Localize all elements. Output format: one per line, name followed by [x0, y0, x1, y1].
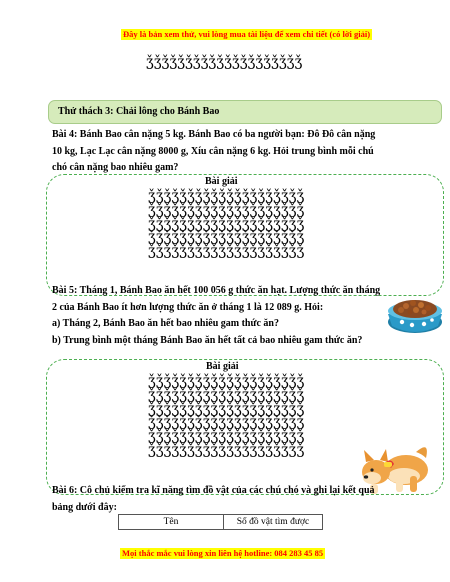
placeholder-line: ǯǯǯǯǯǯǯǯǯǯǯǯǯǯǯǯǯǯǯǯ — [148, 229, 305, 246]
placeholder-line: ǯǯǯǯǯǯǯǯǯǯǯǯǯǯǯǯǯǯǯǯ — [148, 386, 305, 403]
exercise-5-line: Bài 5: Tháng 1, Bánh Bao ăn hết 100 056 g thức ăn hạt. Lượng thức ăn tháng — [52, 285, 381, 296]
exercise-6 — [52, 483, 375, 516]
exercise-6-line: bảng dưới đây: — [52, 501, 117, 513]
table-header-row — [119, 515, 323, 530]
exercise-6-line: Bài 6: Cô chủ kiểm tra kĩ năng tìm đồ vật của các chú chó và ghi lại kết quả — [52, 485, 375, 496]
solution-lines-1 — [148, 190, 304, 259]
preview-notice-banner: Đây là bản xem thử, vui lòng mua tài liệu để xem chi tiết (có lời giải) — [123, 29, 371, 39]
exercise-4 — [52, 127, 375, 177]
exercise-5-line: 2 của Bánh Bao ít hơn lượng thức ăn ở tháng 1 là 12 089 g. Hỏi: — [52, 301, 324, 313]
dog-food-bowl-icon — [386, 292, 444, 336]
solution-lines-2 — [148, 375, 304, 458]
challenge-title: Thử thách 3: Chải lông cho Bánh Bao — [58, 106, 220, 117]
placeholder-line: ǯǯǯǯǯǯǯǯǯǯǯǯǯǯǯǯǯǯǯǯ — [148, 373, 305, 389]
placeholder-line: ǯǯǯǯǯǯǯǯǯǯǯǯǯǯǯǯǯǯǯǯ — [148, 414, 305, 431]
exercise-5-line: b) Trung bình một tháng Bánh Bao ăn hết tất cả bao nhiêu gam thức ăn? — [52, 334, 363, 346]
placeholder-line: ǯǯǯǯǯǯǯǯǯǯǯǯǯǯǯǯǯǯǯǯ — [148, 215, 305, 232]
placeholder-line: ǯǯǯǯǯǯǯǯǯǯǯǯǯǯǯǯǯǯǯǯ — [148, 441, 305, 458]
placeholder-line: ǯǯǯǯǯǯǯǯǯǯǯǯǯǯǯǯǯǯǯǯ — [148, 201, 305, 218]
hotline-banner: Mọi thắc mắc vui lòng xin liên hệ hotline: 084 283 45 85 — [122, 548, 324, 558]
solution-label-1: Bài giải — [205, 176, 238, 187]
results-table — [118, 514, 323, 530]
table-header-name: Tên — [119, 515, 224, 530]
exercise-5 — [52, 283, 380, 349]
solution-label-2: Bài giải — [206, 361, 239, 372]
exercise-4-line: 10 kg, Lạc Lạc cân nặng 8000 g, Xíu cân nặng 6 kg. Hỏi trung bình mỗi chú — [52, 145, 374, 157]
placeholder-line: ǯǯǯǯǯǯǯǯǯǯǯǯǯǯǯǯǯǯǯǯ — [148, 428, 305, 445]
table-header-items-found: Số đồ vật tìm được — [224, 515, 323, 530]
exercise-4-line: Bài 4: Bánh Bao cân nặng 5 kg. Bánh Bao có ba người bạn: Đô Đô cân nặng — [52, 129, 376, 140]
placeholder-line: ǯǯǯǯǯǯǯǯǯǯǯǯǯǯǯǯǯǯǯǯ — [148, 400, 305, 417]
placeholder-line: ǯǯǯǯǯǯǯǯǯǯǯǯǯǯǯǯǯǯǯǯ — [146, 54, 303, 70]
exercise-4-line: chó cân nặng bao nhiêu gam? — [52, 162, 179, 173]
placeholder-line: ǯǯǯǯǯǯǯǯǯǯǯǯǯǯǯǯǯǯǯǯ — [148, 188, 305, 204]
placeholder-line: ǯǯǯǯǯǯǯǯǯǯǯǯǯǯǯǯǯǯǯǯ — [148, 243, 305, 260]
exercise-5-line: a) Tháng 2, Bánh Bao ăn hết bao nhiêu gam thức ăn? — [52, 318, 279, 329]
